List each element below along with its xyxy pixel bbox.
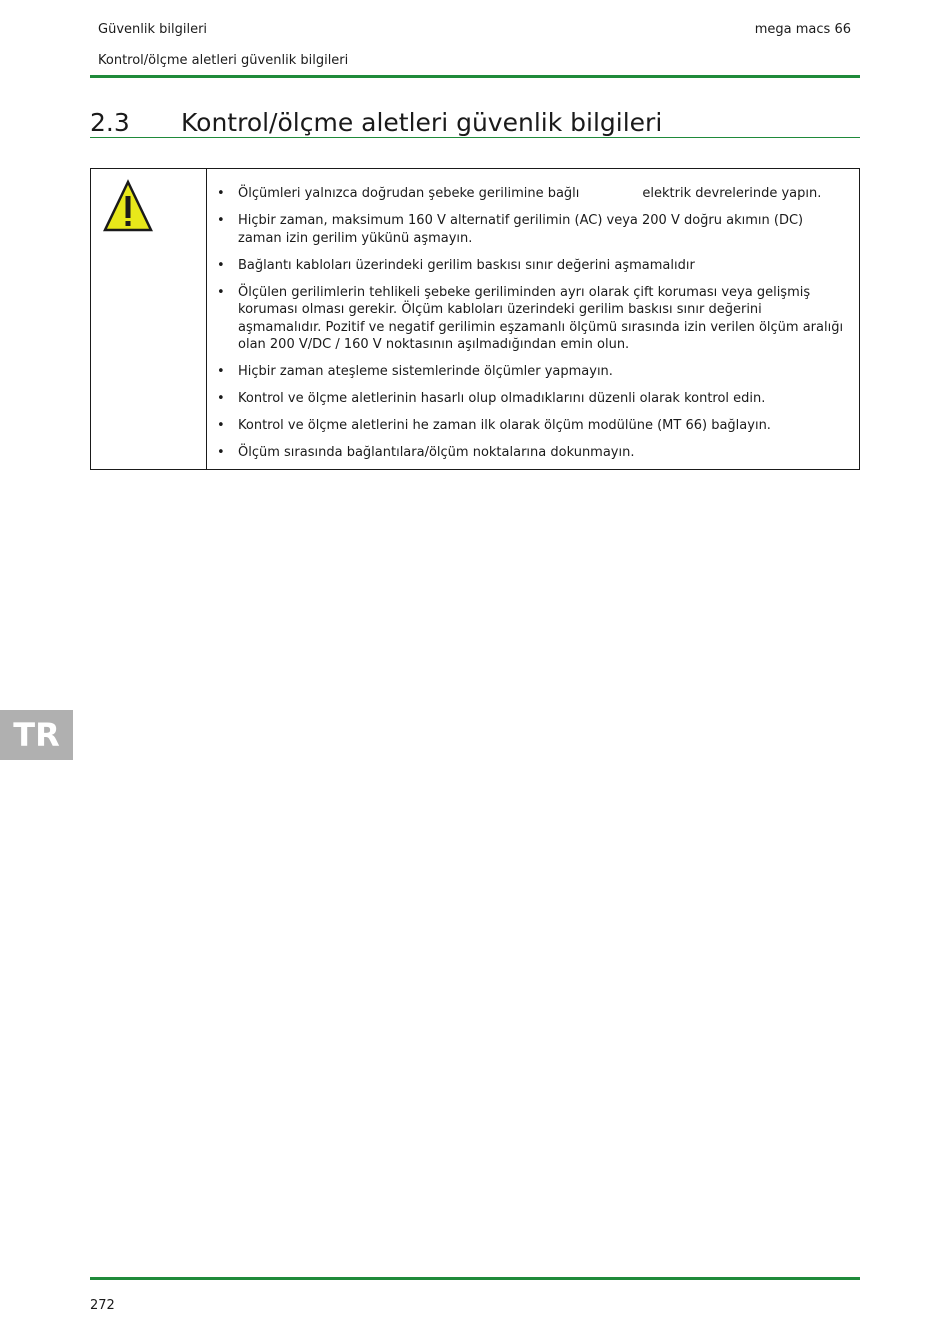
header-product: mega macs 66	[754, 22, 851, 37]
warning-list	[217, 185, 849, 462]
list-item: • Bağlantı kabloları üzerindeki gerilim baskısı sınır değerini aşmamalıdır	[217, 257, 849, 275]
header-section: Kontrol/ölçme aletleri güvenlik bilgileri	[98, 53, 349, 68]
language-tab: TR	[0, 710, 73, 760]
section-rule	[90, 137, 860, 138]
page-number: 272	[90, 1298, 115, 1313]
list-item: • Hiçbir zaman, maksimum 160 V alternatif gerilimin (AC) veya 200 V doğru akımın (DC) zaman izin gerilim yükünü aşmayın.	[217, 212, 849, 247]
list-item-text: elektrik devrelerinde yapın.	[642, 186, 822, 201]
list-item: • Kontrol ve ölçme aletlerini he zaman ilk olarak ölçüm modülüne (MT 66) bağlayın.	[217, 417, 849, 435]
warning-list-cell	[207, 169, 859, 469]
list-item: • Ölçüm sırasında bağlantılara/ölçüm noktalarına dokunmayın.	[217, 444, 849, 462]
warning-triangle-icon	[103, 179, 153, 233]
list-item: • Hiçbir zaman ateşleme sistemlerinde ölçümler yapmayın.	[217, 363, 849, 381]
list-item-text: Ölçümleri yalnızca doğrudan şebeke gerilimine bağlı	[238, 186, 580, 201]
list-item: • Ölçülen gerilimlerin tehlikeli şebeke geriliminden ayrı olarak çift koruması veya gelişmiş koruması olması gerekir. Ölçüm kabloları üzerindeki gerilim baskısı sınır değerini aşmamalıdır. Pozitif ve negatif gerilimin eşzamanlı ölçümü sırasında izin verilen ölçüm aralığı olan 200 V/DC / 160 V noktasının aşılmadığından emin olun.	[217, 284, 849, 354]
header-rule	[90, 75, 860, 78]
warning-box	[90, 168, 860, 470]
list-item	[217, 185, 849, 203]
header-chapter: Güvenlik bilgileri	[98, 22, 208, 37]
section-title: Kontrol/ölçme aletleri güvenlik bilgileri	[181, 108, 663, 137]
list-item: • Kontrol ve ölçme aletlerinin hasarlı olup olmadıklarını düzenli olarak kontrol edin.	[217, 390, 849, 408]
footer-rule	[90, 1277, 860, 1280]
warning-icon-cell	[91, 169, 207, 469]
section-number: 2.3	[90, 108, 130, 137]
